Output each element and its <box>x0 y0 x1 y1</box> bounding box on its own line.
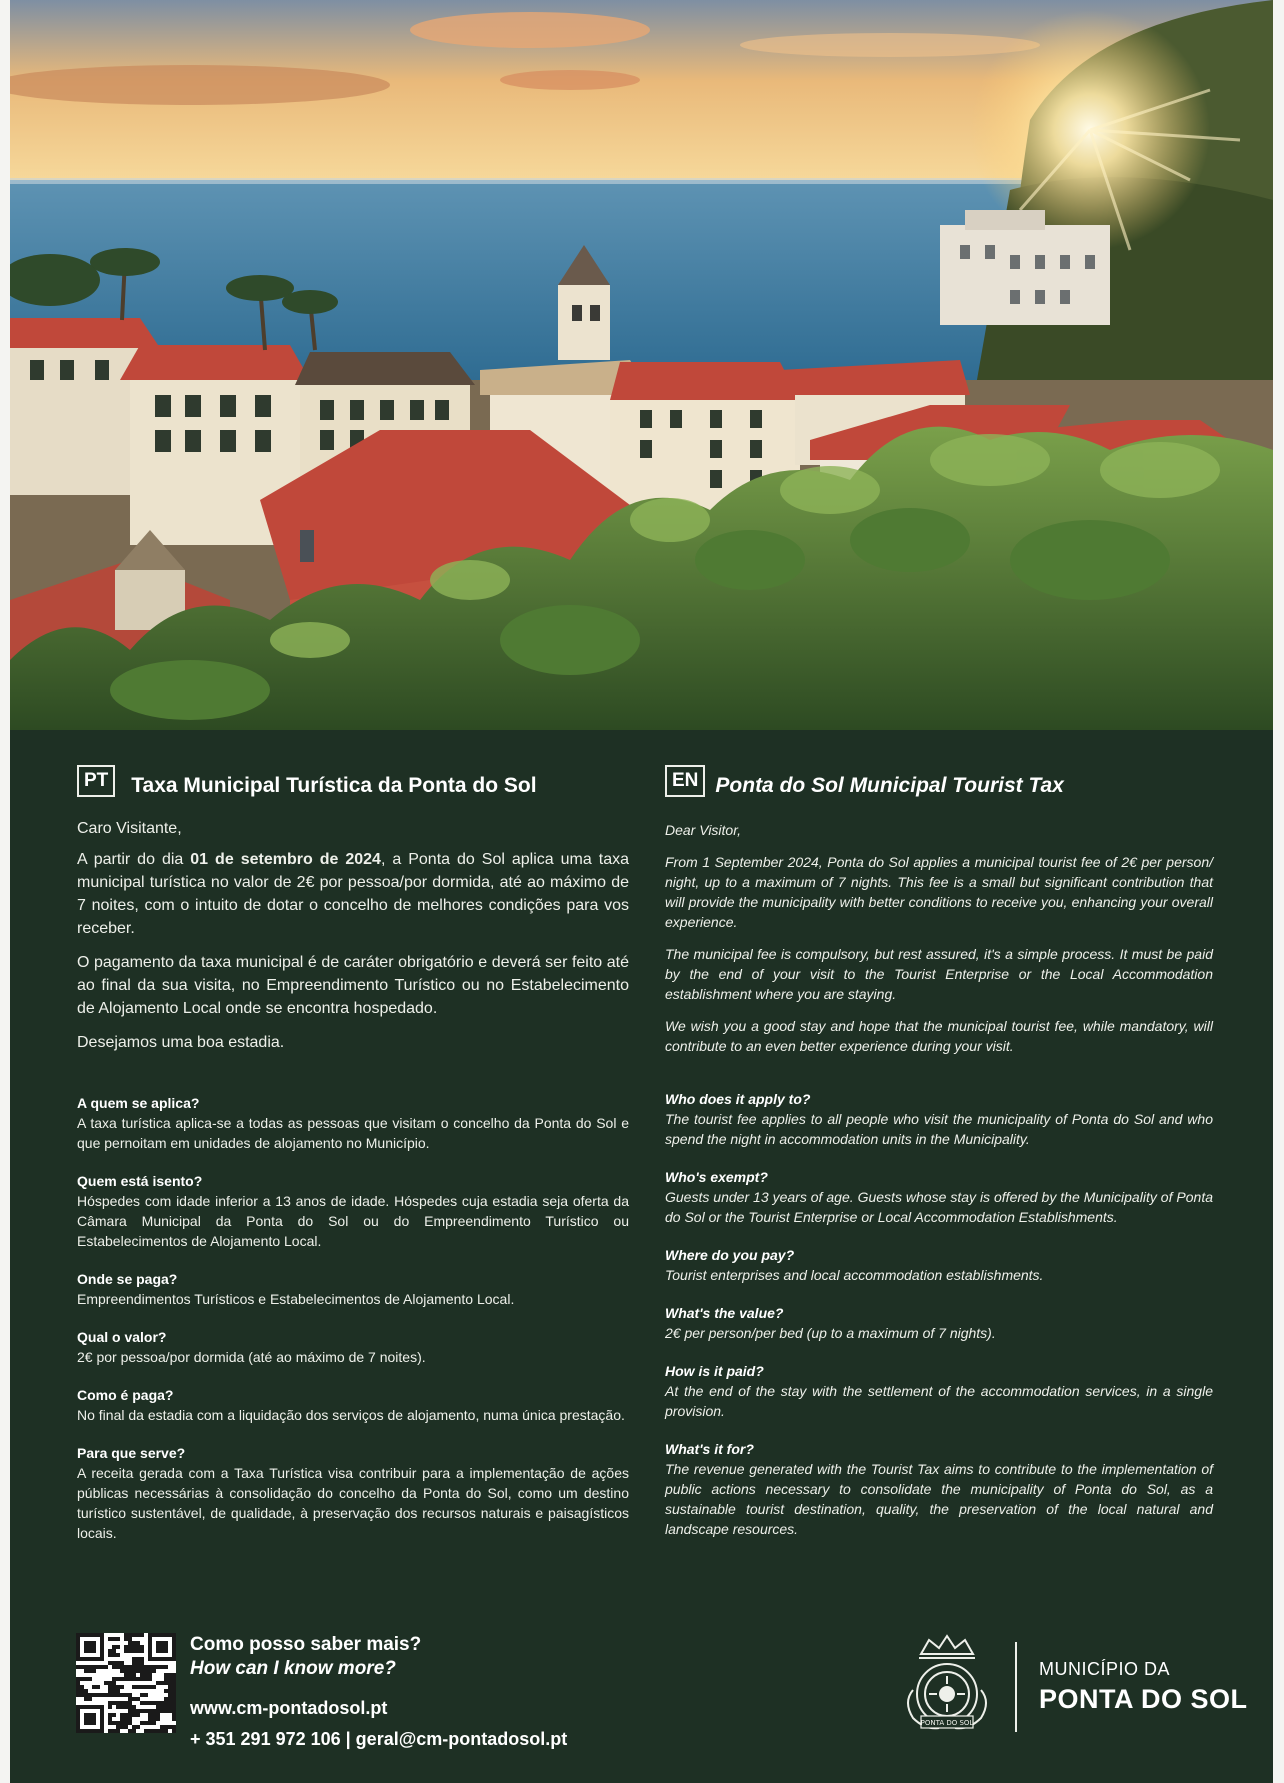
en-faq-item <box>665 1362 1213 1421</box>
faq-answer: 2€ per person/per bed (up to a maximum of 7 nights). <box>665 1325 996 1341</box>
pt-faq-item <box>77 1172 629 1251</box>
faq-question: What's the value? <box>665 1305 784 1321</box>
en-title: Ponta do Sol Municipal Tourist Tax <box>715 774 1064 797</box>
portuguese-column <box>77 758 629 1562</box>
faq-answer: A receita gerada com a Taxa Turística visa contribuir para a implementação de ações públicas necessárias à consolidação do concelho da Ponta do Sol, como um destino turístico sustentável, de qualidade, à preservação dos recursos naturais e paisagísticos locais. <box>77 1465 629 1541</box>
faq-answer: Guests under 13 years of age. Guests whose stay is offered by the Municipality of Ponta do Sol or the Tourist Enterprise or Local Accommodation Establishments. <box>665 1189 1213 1225</box>
faq-question: How is it paid? <box>665 1363 764 1379</box>
en-faq-list <box>665 1090 1213 1539</box>
faq-question: Onde se paga? <box>77 1271 178 1287</box>
faq-question: What's it for? <box>665 1441 754 1457</box>
qr-code-icon[interactable] <box>76 1633 176 1733</box>
pt-faq-item <box>77 1386 629 1425</box>
english-column <box>665 758 1213 1558</box>
phone-email[interactable]: + 351 291 972 106 | geral@cm-pontadosol.pt <box>190 1729 568 1749</box>
faq-question: A quem se aplica? <box>77 1095 200 1111</box>
municipality-line-2: PONTA DO SOL <box>1039 1683 1248 1714</box>
pt-paragraph-3: Desejamos uma boa estadia. <box>77 1034 285 1051</box>
faq-answer: At the end of the stay with the settlement of the accommodation services, in a single provision. <box>665 1383 1213 1419</box>
faq-question: Para que serve? <box>77 1445 186 1461</box>
faq-answer: Empreendimentos Turísticos e Estabelecimentos de Alojamento Local. <box>77 1291 515 1307</box>
vertical-divider <box>1015 1642 1017 1732</box>
pt-faq-item <box>77 1444 629 1543</box>
en-paragraph-2: The municipal fee is compulsory, but rest assured, it's a simple process. It must be paid by the end of your visit to the Tourist Enterprise or the Local Accommodation establishment where you are staying. <box>665 946 1213 1002</box>
hero-photo <box>10 0 1273 730</box>
faq-answer: A taxa turística aplica-se a todas as pessoas que visitam o concelho da Ponta do Sol e que pernoitam em unidades de alojamento no Município. <box>77 1115 629 1151</box>
en-greeting: Dear Visitor, <box>665 822 741 838</box>
faq-question: Como é paga? <box>77 1387 174 1403</box>
faq-question: Where do you pay? <box>665 1247 795 1263</box>
pt-faq-item <box>77 1270 629 1309</box>
faq-answer: The revenue generated with the Tourist Tax aims to contribute to the implementation of public actions necessary to consolidate the municipality of Ponta do Sol, as a sustainable tourist destination, quality, the preservation of the local natural and landscape resources. <box>665 1461 1213 1537</box>
en-language-badge: EN <box>665 765 705 797</box>
pt-faq-list <box>77 1094 629 1543</box>
en-faq-item <box>665 1440 1213 1539</box>
faq-question: Who's exempt? <box>665 1169 768 1185</box>
pt-language-badge: PT <box>77 765 115 797</box>
tourist-tax-poster <box>10 0 1273 1783</box>
faq-question: Qual o valor? <box>77 1329 167 1345</box>
pt-intro: A partir do dia 01 de setembro de 2024, a Ponta do Sol aplica uma taxa municipal turística no valor de 2€ por pessoa/por dormida, até ao máximo de 7 noites, com o intuito de dotar o concelho de melhores condições para vos receber. <box>77 851 629 937</box>
faq-answer: The tourist fee applies to all people who visit the municipality of Ponta do Sol and who spend the night in accommodation units in the Municipality. <box>665 1111 1213 1147</box>
pt-greeting: Caro Visitante, <box>77 820 182 837</box>
pt-faq-item <box>77 1094 629 1153</box>
faq-answer: 2€ por pessoa/por dormida (até ao máximo de 7 noites). <box>77 1349 426 1365</box>
en-paragraph-1: From 1 September 2024, Ponta do Sol applies a municipal tourist fee of 2€ per person/ night, up to a maximum of 7 nights. This fee is a small but significant contribution that will provide the municipality with better conditions to receive you, enhancing your overall experience. <box>665 854 1213 930</box>
en-faq-item <box>665 1168 1213 1227</box>
municipal-seal-icon <box>899 1632 995 1741</box>
en-paragraph-3: We wish you a good stay and hope that the municipal tourist fee, while mandatory, will contribute to an even better experience during your visit. <box>665 1018 1213 1054</box>
en-faq-item <box>665 1246 1213 1285</box>
municipality-line-1: MUNICÍPIO DA <box>1039 1658 1171 1679</box>
faq-answer: Tourist enterprises and local accommodation establishments. <box>665 1267 1044 1283</box>
faq-question: Who does it apply to? <box>665 1091 811 1107</box>
more-info-question-pt: Como posso saber mais? <box>190 1634 422 1655</box>
seal-text: PONTA DO SOL <box>920 1719 974 1727</box>
municipality-logo-text <box>1039 1659 1248 1715</box>
en-faq-item <box>665 1090 1213 1149</box>
faq-question: Quem está isento? <box>77 1173 203 1189</box>
pt-start-date: 01 de setembro de 2024 <box>190 851 381 868</box>
faq-answer: Hóspedes com idade inferior a 13 anos de idade. Hóspedes cuja estadia seja oferta da Câmara Municipal da Ponta do Sol ou do Empreendimento Turístico ou Estabelecimentos de Alojamento Local. <box>77 1193 629 1249</box>
pt-title: Taxa Municipal Turística da Ponta do Sol <box>131 774 537 797</box>
more-info-question-en: How can I know more? <box>190 1658 396 1679</box>
en-header <box>665 758 1213 804</box>
municipality-block <box>899 1632 1248 1741</box>
contact-block <box>76 1633 567 1750</box>
pt-faq-item <box>77 1328 629 1367</box>
website-link[interactable]: www.cm-pontadosol.pt <box>190 1698 388 1718</box>
pt-paragraph-2: O pagamento da taxa municipal é de caráter obrigatório e deverá ser feito até ao final da sua visita, no Empreendimento Turístico ou no Estabelecimento de Alojamento Local onde se encontra hospedado. <box>77 954 629 1017</box>
faq-answer: No final da estadia com a liquidação dos serviços de alojamento, numa única prestação. <box>77 1407 625 1423</box>
pt-header <box>77 758 629 804</box>
contact-info <box>190 1633 567 1750</box>
en-faq-item <box>665 1304 1213 1343</box>
